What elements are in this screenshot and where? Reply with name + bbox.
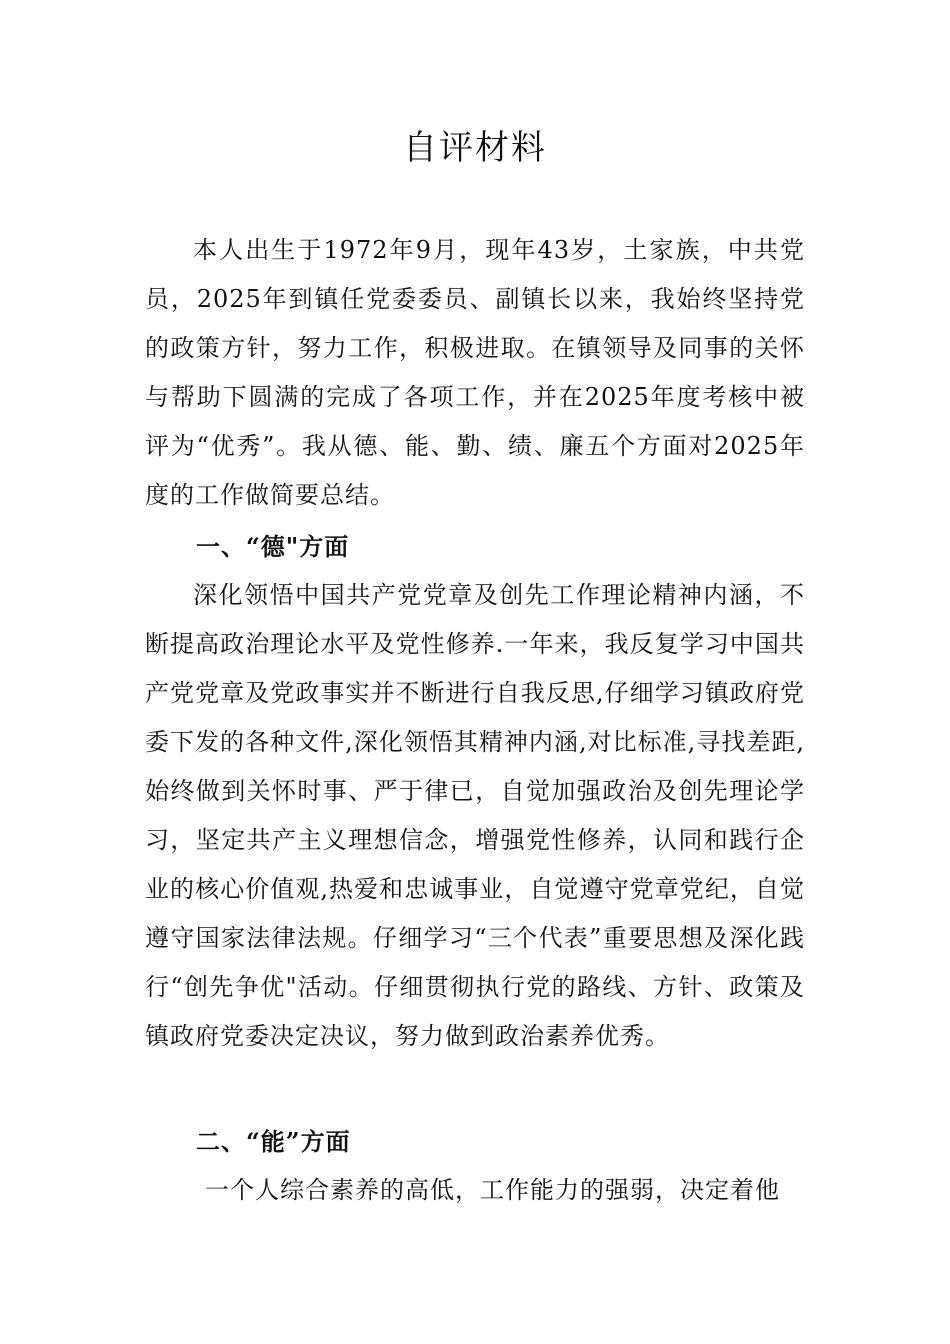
intro-paragraph: 本人出生于1972年9月，现年43岁，土家族，中共党员，2025年到镇任党委委员、副镇长以来，我始终坚持党的政策方针，努力工作，积极进取。在镇领导及同事的关怀与帮助下圆满的完成了各项工作，并在2025年度考核中被评为“优秀”。我从德、能、勤、绩、廉五个方面对2025年度的工作做简要总结。 — [145, 236, 805, 509]
document-title: 自评材料 — [403, 128, 547, 168]
section-heading-neng: 二、“能”方面 — [196, 1127, 351, 1156]
section-heading-de: 一、“德"方面 — [196, 532, 350, 561]
section-body-de: 深化领悟中国共产党党章及创先工作理论精神内涵，不断提高政治理论水平及党性修养.一年来，我反复学习中国共产党党章及党政事实并不断进行自我反思,仔细学习镇政府党委下发的各种文件,深化领悟其精神内涵,对比标准,寻找差距,始终做到关怀时事、严于律已，自觉加强政治及创先理论学习，坚定共产主义理想信念，增强党性修养，认同和践行企业的核心价值观,热爱和忠诚事业，自觉遵守党章党纪，自觉遵守国家法律法规。仔细学习“三个代表”重要思想及深化践行“创先争优"活动。仔细贯彻执行党的路线、方针、政策及镇政府党委决定决议，努力做到政治素养优秀。 — [145, 581, 805, 1050]
section-body-neng: 一个人综合素养的高低，工作能力的强弱，决定着他 — [205, 1176, 780, 1204]
